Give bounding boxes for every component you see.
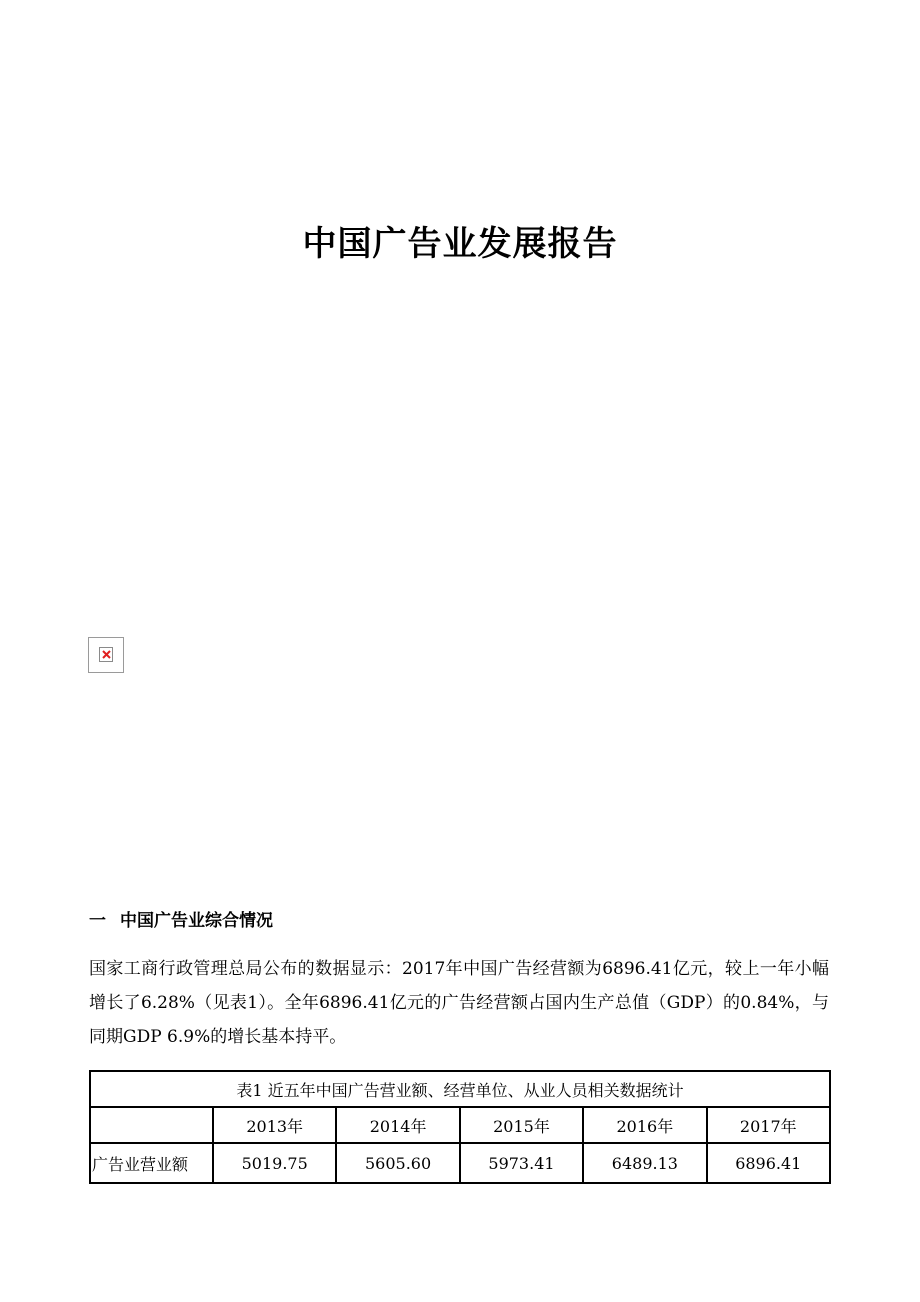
document-title: 中国广告业发展报告 bbox=[302, 224, 618, 264]
body-paragraph: 国家工商行政管理总局公布的数据显示：2017年中国广告经营额为6896.41亿元，较上一年小幅增长了6.28%（见表1）。全年6896.41亿元的广告经营额占国内生产总值（GDP）的0.84%，与同期GDP 6.9%的增长基本持平。 bbox=[89, 959, 829, 1047]
table-header-cell: 2014年 bbox=[336, 1107, 459, 1143]
broken-image-icon bbox=[99, 647, 113, 662]
table-caption-row bbox=[90, 1071, 830, 1107]
red-x-icon bbox=[102, 650, 111, 659]
broken-image-placeholder bbox=[88, 637, 124, 673]
table-cell: 6896.41 bbox=[707, 1143, 830, 1183]
section-heading bbox=[89, 908, 273, 934]
data-table bbox=[89, 1070, 831, 1184]
table-cell: 5973.41 bbox=[460, 1143, 583, 1183]
table-row bbox=[90, 1143, 830, 1183]
table-caption: 表1 近五年中国广告营业额、经营单位、从业人员相关数据统计 bbox=[90, 1071, 830, 1107]
table-header-cell: 2015年 bbox=[460, 1107, 583, 1143]
section-title: 中国广告业综合情况 bbox=[120, 911, 273, 931]
table-row-label: 广告业营业额 bbox=[90, 1143, 213, 1183]
table-header-cell: 2013年 bbox=[213, 1107, 336, 1143]
table-cell: 6489.13 bbox=[583, 1143, 706, 1183]
table-header-cell: 2017年 bbox=[707, 1107, 830, 1143]
table-header-row bbox=[90, 1107, 830, 1143]
table-cell: 5605.60 bbox=[336, 1143, 459, 1183]
section-number: 一 bbox=[89, 911, 106, 931]
table-cell: 5019.75 bbox=[213, 1143, 336, 1183]
table-header-blank bbox=[90, 1107, 213, 1143]
table-header-cell: 2016年 bbox=[583, 1107, 706, 1143]
